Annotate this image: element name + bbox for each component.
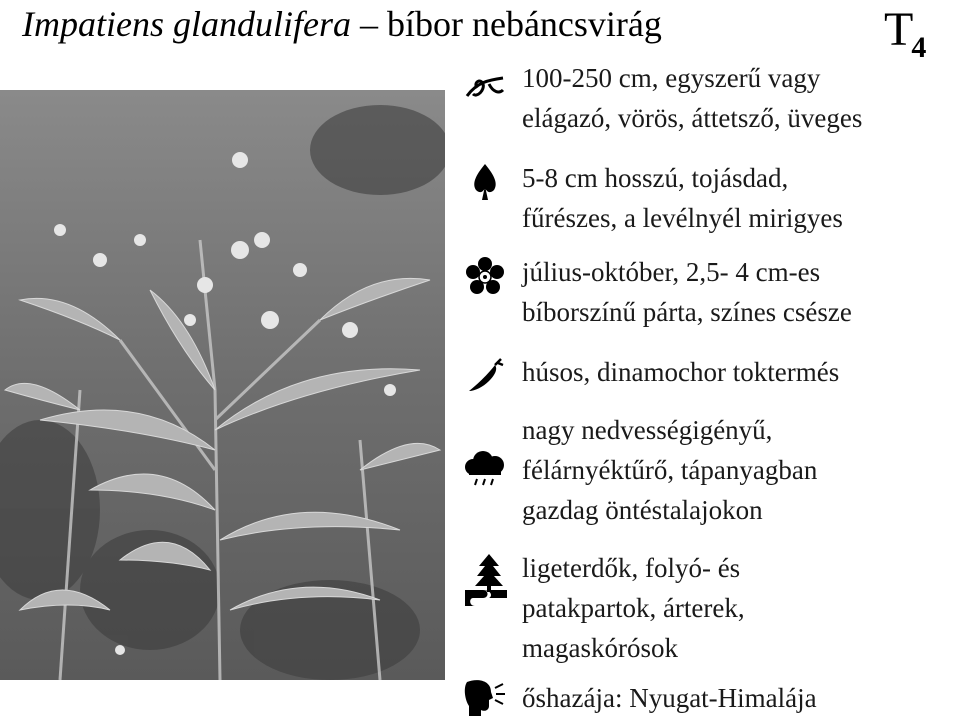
- trait-line: patakpartok, árterek,: [522, 593, 745, 623]
- code-letter: T: [884, 3, 914, 56]
- trait-habitat-text: [522, 548, 960, 668]
- trait-ecology-text: [522, 410, 960, 530]
- weather-icon: [460, 448, 510, 492]
- scientific-name: Impatiens glandulifera: [22, 4, 351, 44]
- trait-line: fűrészes, a levélnyél mirigyes: [522, 203, 843, 233]
- leaf-icon: [460, 160, 510, 204]
- trait-line: gazdag öntéstalajokon: [522, 495, 763, 525]
- origin-icon: [460, 676, 510, 720]
- trait-line: elágazó, vörös, áttetsző, üveges: [522, 103, 863, 133]
- page-title: [22, 2, 662, 46]
- plant-photo: [0, 90, 445, 680]
- trait-line: őshazája: Nyugat-Himalája: [522, 683, 817, 713]
- plant-photo-drawing: [0, 90, 445, 680]
- title-separator: –: [359, 4, 378, 44]
- trait-flower-text: [522, 252, 960, 332]
- trait-fruit-text: [522, 352, 960, 392]
- trait-origin-text: [522, 678, 960, 718]
- code-number: 4: [911, 31, 927, 64]
- trait-stem-text: [522, 58, 960, 138]
- trait-line: húsos, dinamochor toktermés: [522, 357, 840, 387]
- trait-leaf-text: [522, 158, 960, 238]
- common-name: bíbor nebáncsvirág: [386, 4, 662, 44]
- trait-line: magaskórósok: [522, 633, 678, 663]
- trait-line: bíborszínű párta, színes csésze: [522, 297, 852, 327]
- trait-line: nagy nedvességigényű,: [522, 415, 773, 445]
- trait-line: július-október, 2,5- 4 cm-es: [522, 257, 821, 287]
- habitat-icon: [460, 552, 510, 608]
- trait-line: félárnyéktűrő, tápanyagban: [522, 455, 818, 485]
- trait-line: ligeterdők, folyó- és: [522, 553, 741, 583]
- trait-line: 5-8 cm hosszú, tojásdad,: [522, 163, 789, 193]
- stem-icon: [460, 66, 510, 110]
- trait-line: 100-250 cm, egyszerű vagy: [522, 63, 821, 93]
- flower-icon: [460, 254, 510, 298]
- fruit-icon: [460, 352, 510, 396]
